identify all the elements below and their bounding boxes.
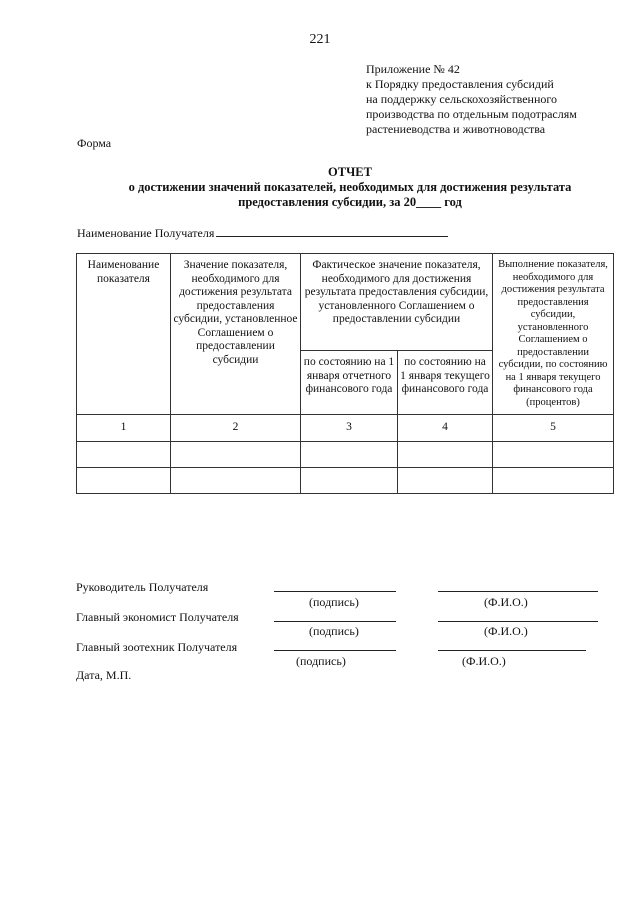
table-cell[interactable] [171,441,301,467]
report-title [60,165,640,210]
title-line: ОТЧЕТ [328,165,372,179]
column-number: 3 [301,415,398,442]
name-line[interactable] [438,591,598,592]
report-table [76,253,614,494]
signature-head [76,580,616,614]
appendix-line: Приложение № 42 [366,62,460,76]
column-number: 2 [171,415,301,442]
table-row [77,467,614,493]
column-number: 1 [77,415,171,442]
header-indicator-name: Наименование показателя [77,254,171,415]
table-cell[interactable] [493,441,614,467]
name-caption: (Ф.И.О.) [462,654,506,668]
table-cell[interactable] [77,441,171,467]
table-number-row [77,415,614,442]
appendix-note [366,62,577,137]
header-completion-percent: Выполнение показателя, необходимого для достижения результата предоставления субсидии, установленного Соглашением о предоставлении субсидии, по состоянию на 1 января текущего финансового года (процентов) [493,254,614,415]
table-row [77,441,614,467]
header-actual-current-year: по состоянию на 1 января текущего финансового года [398,351,493,415]
table-cell[interactable] [398,441,493,467]
recipient-blank-line[interactable] [216,226,448,237]
page-number: 221 [309,32,331,47]
signature-zootechnician [76,640,616,674]
recipient-field [77,226,448,241]
signature-caption: (подпись) [296,654,346,668]
signature-line[interactable] [274,621,396,622]
table-header-row [77,254,614,351]
column-number: 4 [398,415,493,442]
appendix-line: растениеводства и животноводства [366,122,546,136]
name-caption: (Ф.И.О.) [484,595,528,609]
signature-caption: (подпись) [309,624,359,638]
table-cell[interactable] [301,467,398,493]
title-line: о достижении значений показателей, необходимых для достижения результата [128,180,572,194]
signature-line[interactable] [274,591,396,592]
header-actual-value-group: Фактическое значение показателя, необходимого для достижения результата предоставления субсидии, установленного Соглашением о предоставлении субсидии [301,254,493,351]
column-number: 5 [493,415,614,442]
appendix-line: к Порядку предоставления субсидий [366,77,554,91]
table-cell[interactable] [77,467,171,493]
signature-role: Руководитель Получателя [76,580,209,594]
date-stamp-label: Дата, М.П. [76,668,132,682]
table-cell[interactable] [493,467,614,493]
name-caption: (Ф.И.О.) [484,624,528,638]
header-planned-value: Значение показателя, необходимого для достижения результата предоставления субсидии, установленное Соглашением о предоставлении субсидии [171,254,301,415]
name-line[interactable] [438,650,586,651]
form-label: Форма [77,136,112,150]
table-cell[interactable] [171,467,301,493]
title-line: предоставления субсидии, за 20____ год [238,195,462,209]
recipient-label: Наименование Получателя [77,226,215,240]
signature-caption: (подпись) [309,595,359,609]
signature-role: Главный экономист Получателя [76,610,239,624]
table-cell[interactable] [398,467,493,493]
signature-economist [76,610,616,644]
header-actual-reporting-year: по состоянию на 1 января отчетного финансового года [301,351,398,415]
appendix-line: на поддержку сельскохозяйственного [366,92,558,106]
table-cell[interactable] [301,441,398,467]
appendix-line: производства по отдельным подотраслям [366,107,577,121]
signature-role: Главный зоотехник Получателя [76,640,238,654]
name-line[interactable] [438,621,598,622]
signature-line[interactable] [274,650,396,651]
